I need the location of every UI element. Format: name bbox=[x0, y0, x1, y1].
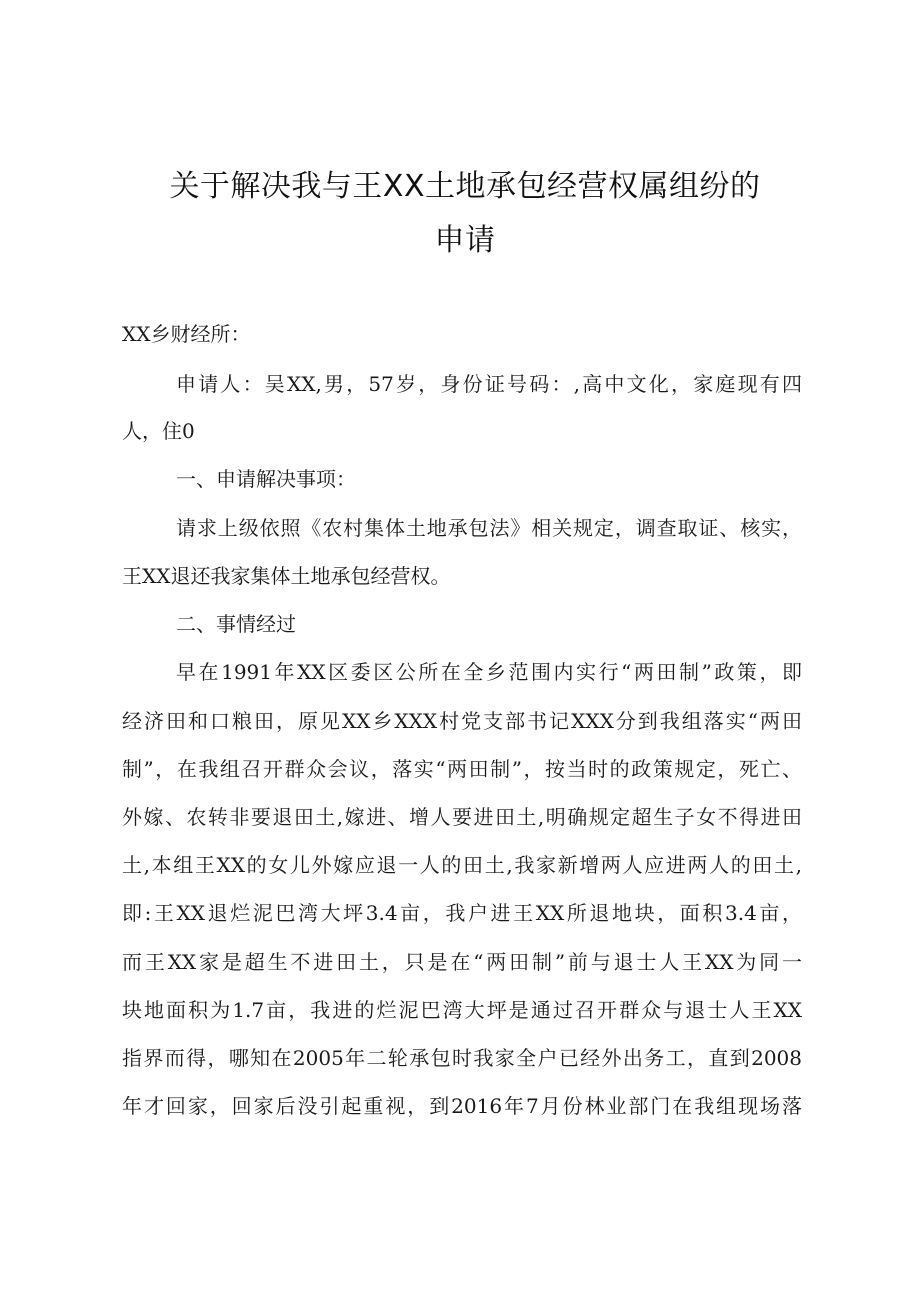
request-line-2: 王XX退还我家集体土地承包经营权。 bbox=[122, 564, 451, 588]
narrative-line-8: 块地面积为1.7亩，我进的烂泥巴湾大坪是通过召开群众与退士人王XX bbox=[122, 998, 802, 1022]
request-line-1: 请求上级依照《农村集体土地承包法》相关规定，调查取证、核实， bbox=[176, 516, 802, 540]
narrative-line-2: 经济田和口粮田，原见XX乡XXX村党支部书记XXX分到我组落实“两田 bbox=[122, 709, 802, 733]
narrative-line-4: 外嫁、农转非要退田土,嫁进、增人要进田土,明确规定超生子女不得进田 bbox=[122, 805, 802, 829]
narrative-line-3: 制”，在我组召开群众会议，落实“两田制”，按当时的政策规定，死亡、 bbox=[122, 757, 802, 781]
addressee: XX乡财经所： bbox=[122, 322, 251, 346]
narrative-line-10: 年才回家，回家后没引起重视，到2016年7月份林业部门在我组现场落 bbox=[122, 1094, 802, 1118]
narrative-line-6: 即:王XX退烂泥巴湾大坪3.4亩，我户进王XX所退地块，面积3.4亩， bbox=[122, 901, 802, 925]
section1-heading: 一、申请解决事项： bbox=[176, 467, 356, 491]
narrative-line-1: 早在1991年XX区委区公所在全乡范围内实行“两田制”政策，即 bbox=[176, 660, 802, 684]
document-title-line-2: 申请 bbox=[434, 223, 496, 258]
section2-heading: 二、事情经过 bbox=[176, 612, 296, 636]
narrative-line-9: 指界而得，哪知在2005年二轮承包时我家全户已经外出务工，直到2008 bbox=[122, 1046, 802, 1070]
narrative-line-5: 土,本组王XX的女儿外嫁应退一人的田土,我家新增两人应进两人的田土, bbox=[122, 853, 802, 877]
document-title-line-1: 关于解决我与王XX土地承包经营权属组纷的 bbox=[169, 169, 761, 204]
narrative-line-7: 而王XX家是超生不进田土，只是在“两田制”前与退士人王XX为同一 bbox=[122, 950, 802, 974]
applicant-line-2: 人，住0 bbox=[122, 419, 195, 443]
applicant-line-1: 申请人：吴XX,男，57岁，身份证号码：,高中文化，家庭现有四 bbox=[176, 372, 802, 396]
